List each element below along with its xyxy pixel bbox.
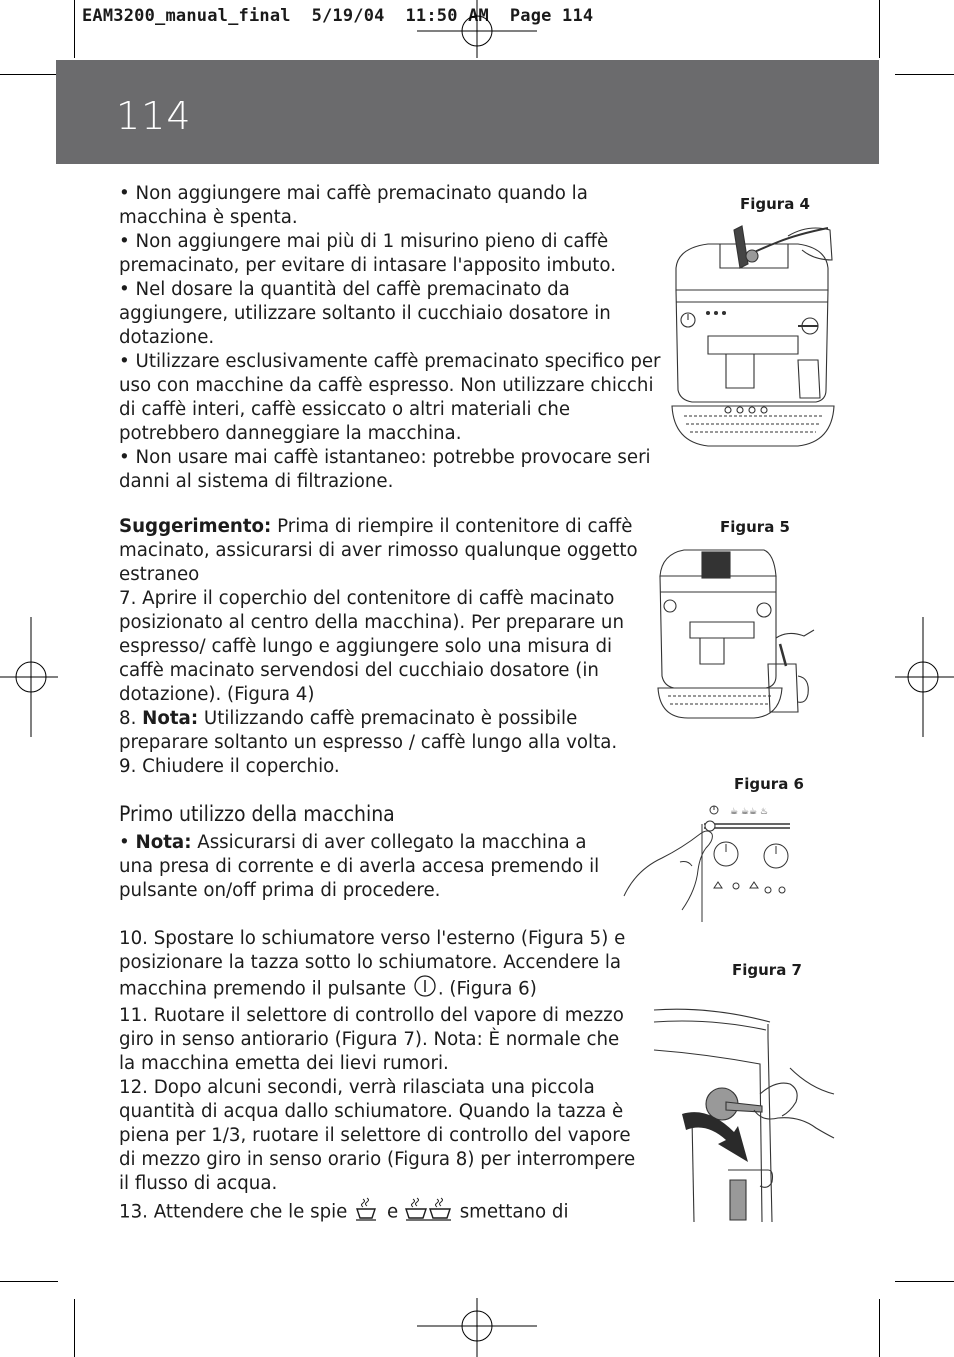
- tip-paragraph: [119, 515, 659, 587]
- step-13: [119, 1196, 639, 1229]
- figure-7-label: Figura 7: [732, 961, 802, 979]
- step-8: [119, 707, 659, 755]
- step-12: 12. Dopo alcuni secondi, verrà rilasciata una piccola quantità di acqua dallo schiumatore. Quando la tazza è piena per 1/3, ruotare il selettore di controllo del vapore di mezzo giro in senso orario (Figura 8) per interrompere il flusso di acqua.: [119, 1077, 636, 1194]
- step-13-suffix: smettano di: [453, 1201, 569, 1223]
- first-use-steps: [119, 927, 639, 1229]
- precaution-item: • Utilizzare esclusivamente caffè premacinato specifico per uso con macchine da caffè espresso. Non utilizzare chicchi di caffè interi, caffè essiccato o altri materiali che potrebbero danneggiare la macchina.: [119, 351, 661, 444]
- step-10-suffix: . (Figura 6): [437, 978, 537, 1000]
- precautions-list: [119, 182, 664, 494]
- power-button-icon: [412, 975, 438, 1004]
- section-heading: Primo utilizzo della macchina: [119, 802, 395, 826]
- step-11: 11. Ruotare il selettore di controllo del vapore di mezzo giro in senso antiorario (Figura 7). Nota: È normale che la macchina emetta dei lievi rumori.: [119, 1005, 624, 1074]
- printer-slug: EAM3200_manual_final 5/19/04 11:50 AM Page 114: [82, 6, 594, 26]
- step-10: [119, 927, 639, 1004]
- step-7: 7. Aprire il coperchio del contenitore di caffè macinato posizionato al centro della macchina). Per preparare un espresso/ caffè lungo e aggiungere solo una misura di caffè macinato servendosi del cucchiaio dosatore (in dotazione). (Figura 4): [119, 588, 624, 705]
- figure-4-label: Figura 4: [740, 195, 810, 213]
- step-8-number: 8.: [119, 708, 143, 729]
- tip-text: Prima di riempire il contenitore di caffè macinato, assicurarsi di aver rimosso qualunque oggetto estraneo: [119, 516, 638, 585]
- tip-label: Suggerimento:: [119, 516, 272, 537]
- step-10-text: 10. Spostare lo schiumatore verso l'esterno (Figura 5) e posizionare la tazza sotto lo schiumatore. Accendere la macchina premendo il pulsante: [119, 928, 626, 1000]
- figure-4-machine-illustration: [668, 220, 840, 452]
- note-text: Assicurarsi di aver collegato la macchina a una presa di corrente e di averla accesa premendo il pulsante on/off prima di procedere.: [119, 832, 600, 901]
- figure-6-label: Figura 6: [734, 775, 804, 793]
- note-bullet: •: [119, 832, 136, 853]
- figure-6-control-panel-illustration: [622, 800, 822, 922]
- first-use-note: [119, 831, 624, 903]
- step-8-label: Nota:: [142, 708, 199, 729]
- page-number: 114: [116, 94, 192, 138]
- figure-7-steam-knob-illustration: [650, 998, 838, 1224]
- step-9: 9. Chiudere il coperchio.: [119, 756, 340, 777]
- figure-5-machine-illustration: [654, 546, 818, 724]
- header-band: [56, 60, 879, 164]
- step-13-text: 13. Attendere che le spie: [119, 1201, 354, 1223]
- note-label: Nota:: [135, 832, 192, 853]
- double-cup-icon: [404, 1196, 454, 1229]
- step-13-and: e: [381, 1201, 404, 1223]
- instructions-block: [119, 515, 659, 779]
- precaution-item: • Nel dosare la quantità del caffè premacinato da aggiungere, utilizzare soltanto il cucchiaio dosatore in dotazione.: [119, 279, 611, 348]
- precaution-item: • Non aggiungere mai caffè premacinato quando la macchina è spenta.: [119, 183, 588, 228]
- step-8-text: Utilizzando caffè premacinato è possibile preparare soltanto un espresso / caffè lungo alla volta.: [119, 708, 618, 753]
- precaution-item: • Non aggiungere mai più di 1 misurino pieno di caffè premacinato, per evitare di intasare l'apposito imbuto.: [119, 231, 616, 276]
- note-paragraph: [119, 831, 624, 903]
- figure-5-label: Figura 5: [720, 518, 790, 536]
- single-cup-icon: [353, 1196, 381, 1229]
- svg-text:☕ ☕☕ ♨: ☕ ☕☕ ♨: [730, 807, 768, 817]
- precaution-item: • Non usare mai caffè istantaneo: potrebbe provocare seri danni al sistema di filtrazione.: [119, 447, 651, 492]
